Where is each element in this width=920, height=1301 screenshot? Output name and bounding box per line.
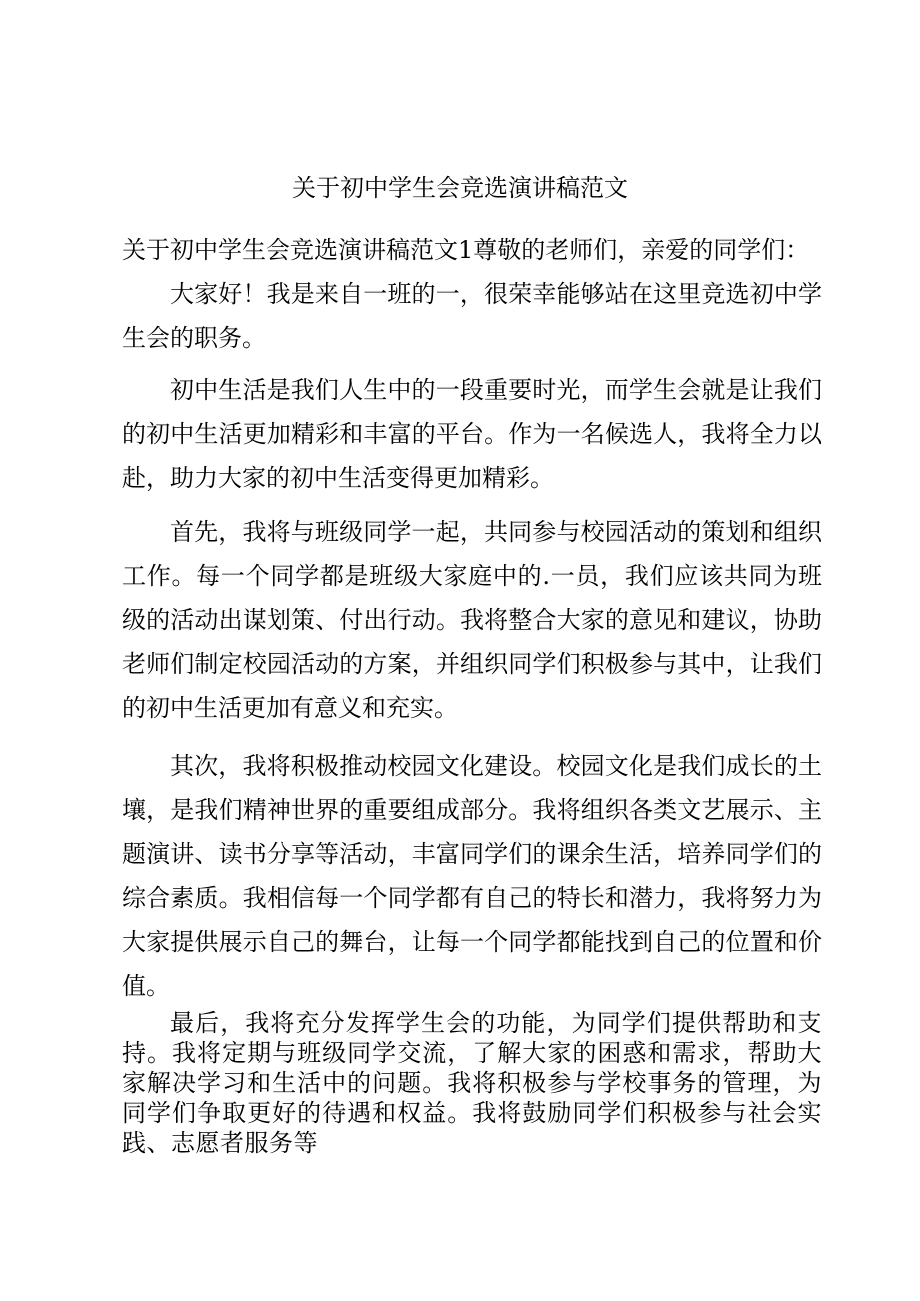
paragraph-third-point: 最后，我将充分发挥学生会的功能，为同学们提供帮助和支持。我将定期与班级同学交流，了解大家的困惑和需求，帮助大家解决学习和生活中的问题。我将积极参与学校事务的管理，为同学们争取更好的待遇和权益。我将鼓励同学们积极参与社会实践、志愿者服务等	[122, 1009, 822, 1157]
paragraph-second-point: 其次，我将积极推动校园文化建设。校园文化是我们成长的土壤，是我们精神世界的重要组成部分。我将组织各类文艺展示、主题演讲、读书分享等活动，丰富同学们的课余生活，培养同学们的综合素质。我相信每一个同学都有自己的特长和潜力，我将努力为大家提供展示自己的舞台，让每一个同学都能找到自己的位置和价值。	[122, 752, 822, 1000]
paragraph-middle-school-life: 初中生活是我们人生中的一段重要时光，而学生会就是让我们的初中生活更加精彩和丰富的平台。作为一名候选人，我将全力以赴，助力大家的初中生活变得更加精彩。	[122, 376, 822, 492]
paragraph-first-point: 首先，我将与班级同学一起，共同参与校园活动的策划和组织工作。每一个同学都是班级大家庭中的.一员，我们应该共同为班级的活动出谋划策、付出行动。我将整合大家的意见和建议，协助老师们制定校园活动的方案，并组织同学们积极参与其中，让我们的初中生活更加有意义和充实。	[122, 518, 822, 722]
intro-line: 关于初中学生会竞选演讲稿范文1尊敬的老师们，亲爱的同学们：	[122, 236, 810, 264]
paragraph-greeting: 大家好！我是来自一班的一，很荣幸能够站在这里竞选初中学生会的职务。	[122, 280, 822, 352]
document-title: 关于初中学生会竞选演讲稿范文	[292, 174, 628, 202]
